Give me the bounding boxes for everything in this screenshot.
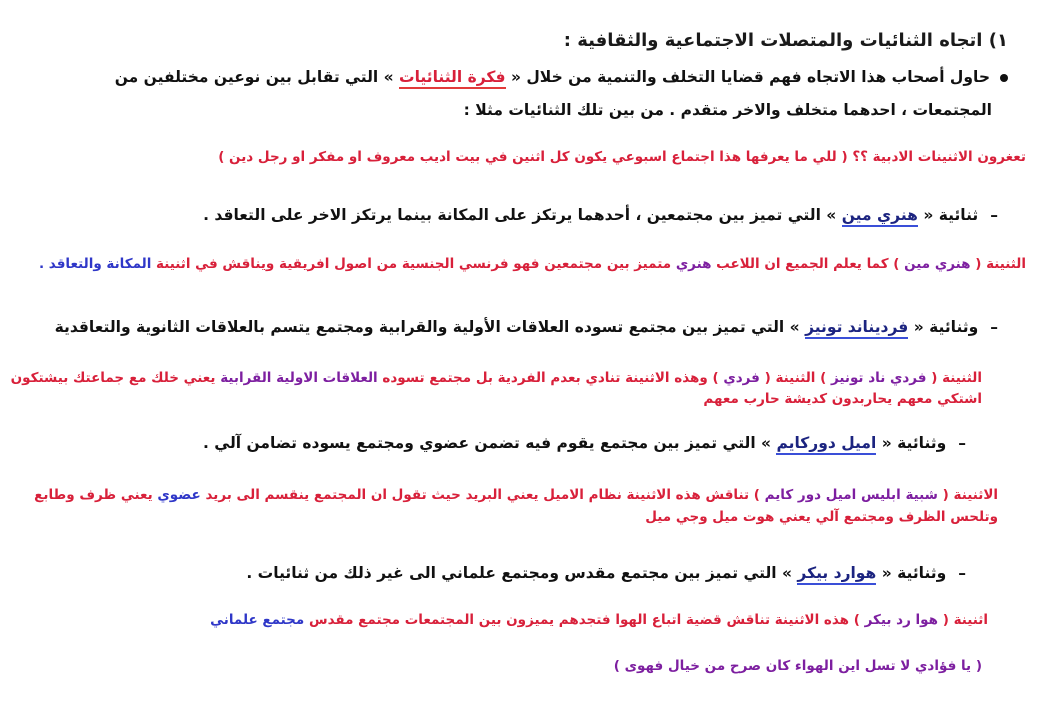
note-becker: اثنينة ( هوا رد بيكر ) هذه الاثنينة تناقش قضية اتباع الهوا فتجدهم يميزون بين المجتمعات مجتمع مقدس مجتمع علماني xyxy=(210,612,988,628)
note-durkheim-1: الاثنينة ( شبية ابليس اميل دور كايم ) تناقش هذه الاثنينة نظام الاميل يعني البريد حيث تقول ان المجتمع ينقسم الى بريد عضوي يعني ظرف وطابع xyxy=(34,487,998,503)
note-literary: تعغرون الاثنينات الادبية ؟؟ ( للي ما يعرفها هذا اجتماع اسبوعي يكون كل اثنين في بيت اديب معروف او مفكر او رجل دين ) xyxy=(218,149,1026,165)
note-tonnies-1: الثنينة ( فردي ناد تونيز ) الثنينة ( فردي ) وهذه الاثنينة تنادي بعدم الفردية بل مجتمع تسوده العلاقات الاولية القرابية يعني خلك مع جماعتك بيشتكون xyxy=(10,370,982,386)
dash-icon: – xyxy=(958,564,966,582)
term-maine: هنري مين xyxy=(842,206,918,227)
list-item-maine: –ثنائية « هنري مين » التي تميز بين مجتمعين ، أحدهما يرتكز على المكانة بينما يرتكز الاخر على التعاقد . xyxy=(20,206,998,224)
intro-line-2: المجتمعات ، احدهما متخلف والاخر متقدم . من بين تلك الثنائيات مثلا : xyxy=(463,101,992,119)
note-maine: الثنينة ( هنري مين ) كما يعلم الجميع ان اللاعب هنري متميز بين مجتمعين فهو فرنسي الجنسية من اصول افريقية ويناقش في اثنينة المكانة والتعاقد . xyxy=(38,256,1026,272)
note-tonnies-2: اشتكي معهم يحاربدون كديشة حارب معهم xyxy=(703,391,982,407)
note-durkheim-2: وتلحس الظرف ومجتمع آلي يعني هوت ميل وجي ميل xyxy=(645,509,998,525)
term-tonnies: فرديناند تونيز xyxy=(805,318,908,339)
heading-number: ١) xyxy=(988,30,1008,51)
term-becker: هوارد بيكر xyxy=(797,564,876,585)
intro-text-b: » التي تقابل بين نوعين مختلفين من xyxy=(114,68,394,86)
heading-text: اتجاه الثنائيات والمتصلات الاجتماعية والثقافية : xyxy=(563,30,983,51)
dash-icon: – xyxy=(990,318,998,336)
bullet-icon xyxy=(1000,74,1008,82)
list-item-durkheim: –وثنائية « اميل دوركايم » التي تميز بين مجتمع يقوم فيه تضمن عضوي ومجتمع يسوده تضامن آلي . xyxy=(20,434,966,452)
dash-icon: – xyxy=(990,206,998,224)
intro-text-a: حاول أصحاب هذا الاتجاه فهم قضايا التخلف والتنمية من خلال « xyxy=(510,68,990,86)
term-durkheim: اميل دوركايم xyxy=(776,434,876,455)
closing-verse: ( يا فؤادي لا تسل اين الهواء كان صرح من خيال فهوى ) xyxy=(613,658,982,674)
dash-icon: – xyxy=(958,434,966,452)
list-item-tonnies: –وثنائية « فرديناند تونيز » التي تميز بين مجتمع تسوده العلاقات الأولية والقرابية ومجتمع يتسم بالعلاقات الثانوية والتعاقدية xyxy=(20,318,998,336)
section-heading xyxy=(20,30,1008,51)
intro-line-1 xyxy=(20,68,1008,86)
list-item-becker: –وثنائية « هوارد بيكر » التي تميز بين مجتمع مقدس ومجتمع علماني الى غير ذلك من ثنائيات . xyxy=(20,564,966,582)
intro-term: فكرة الثنائيات xyxy=(399,68,506,89)
